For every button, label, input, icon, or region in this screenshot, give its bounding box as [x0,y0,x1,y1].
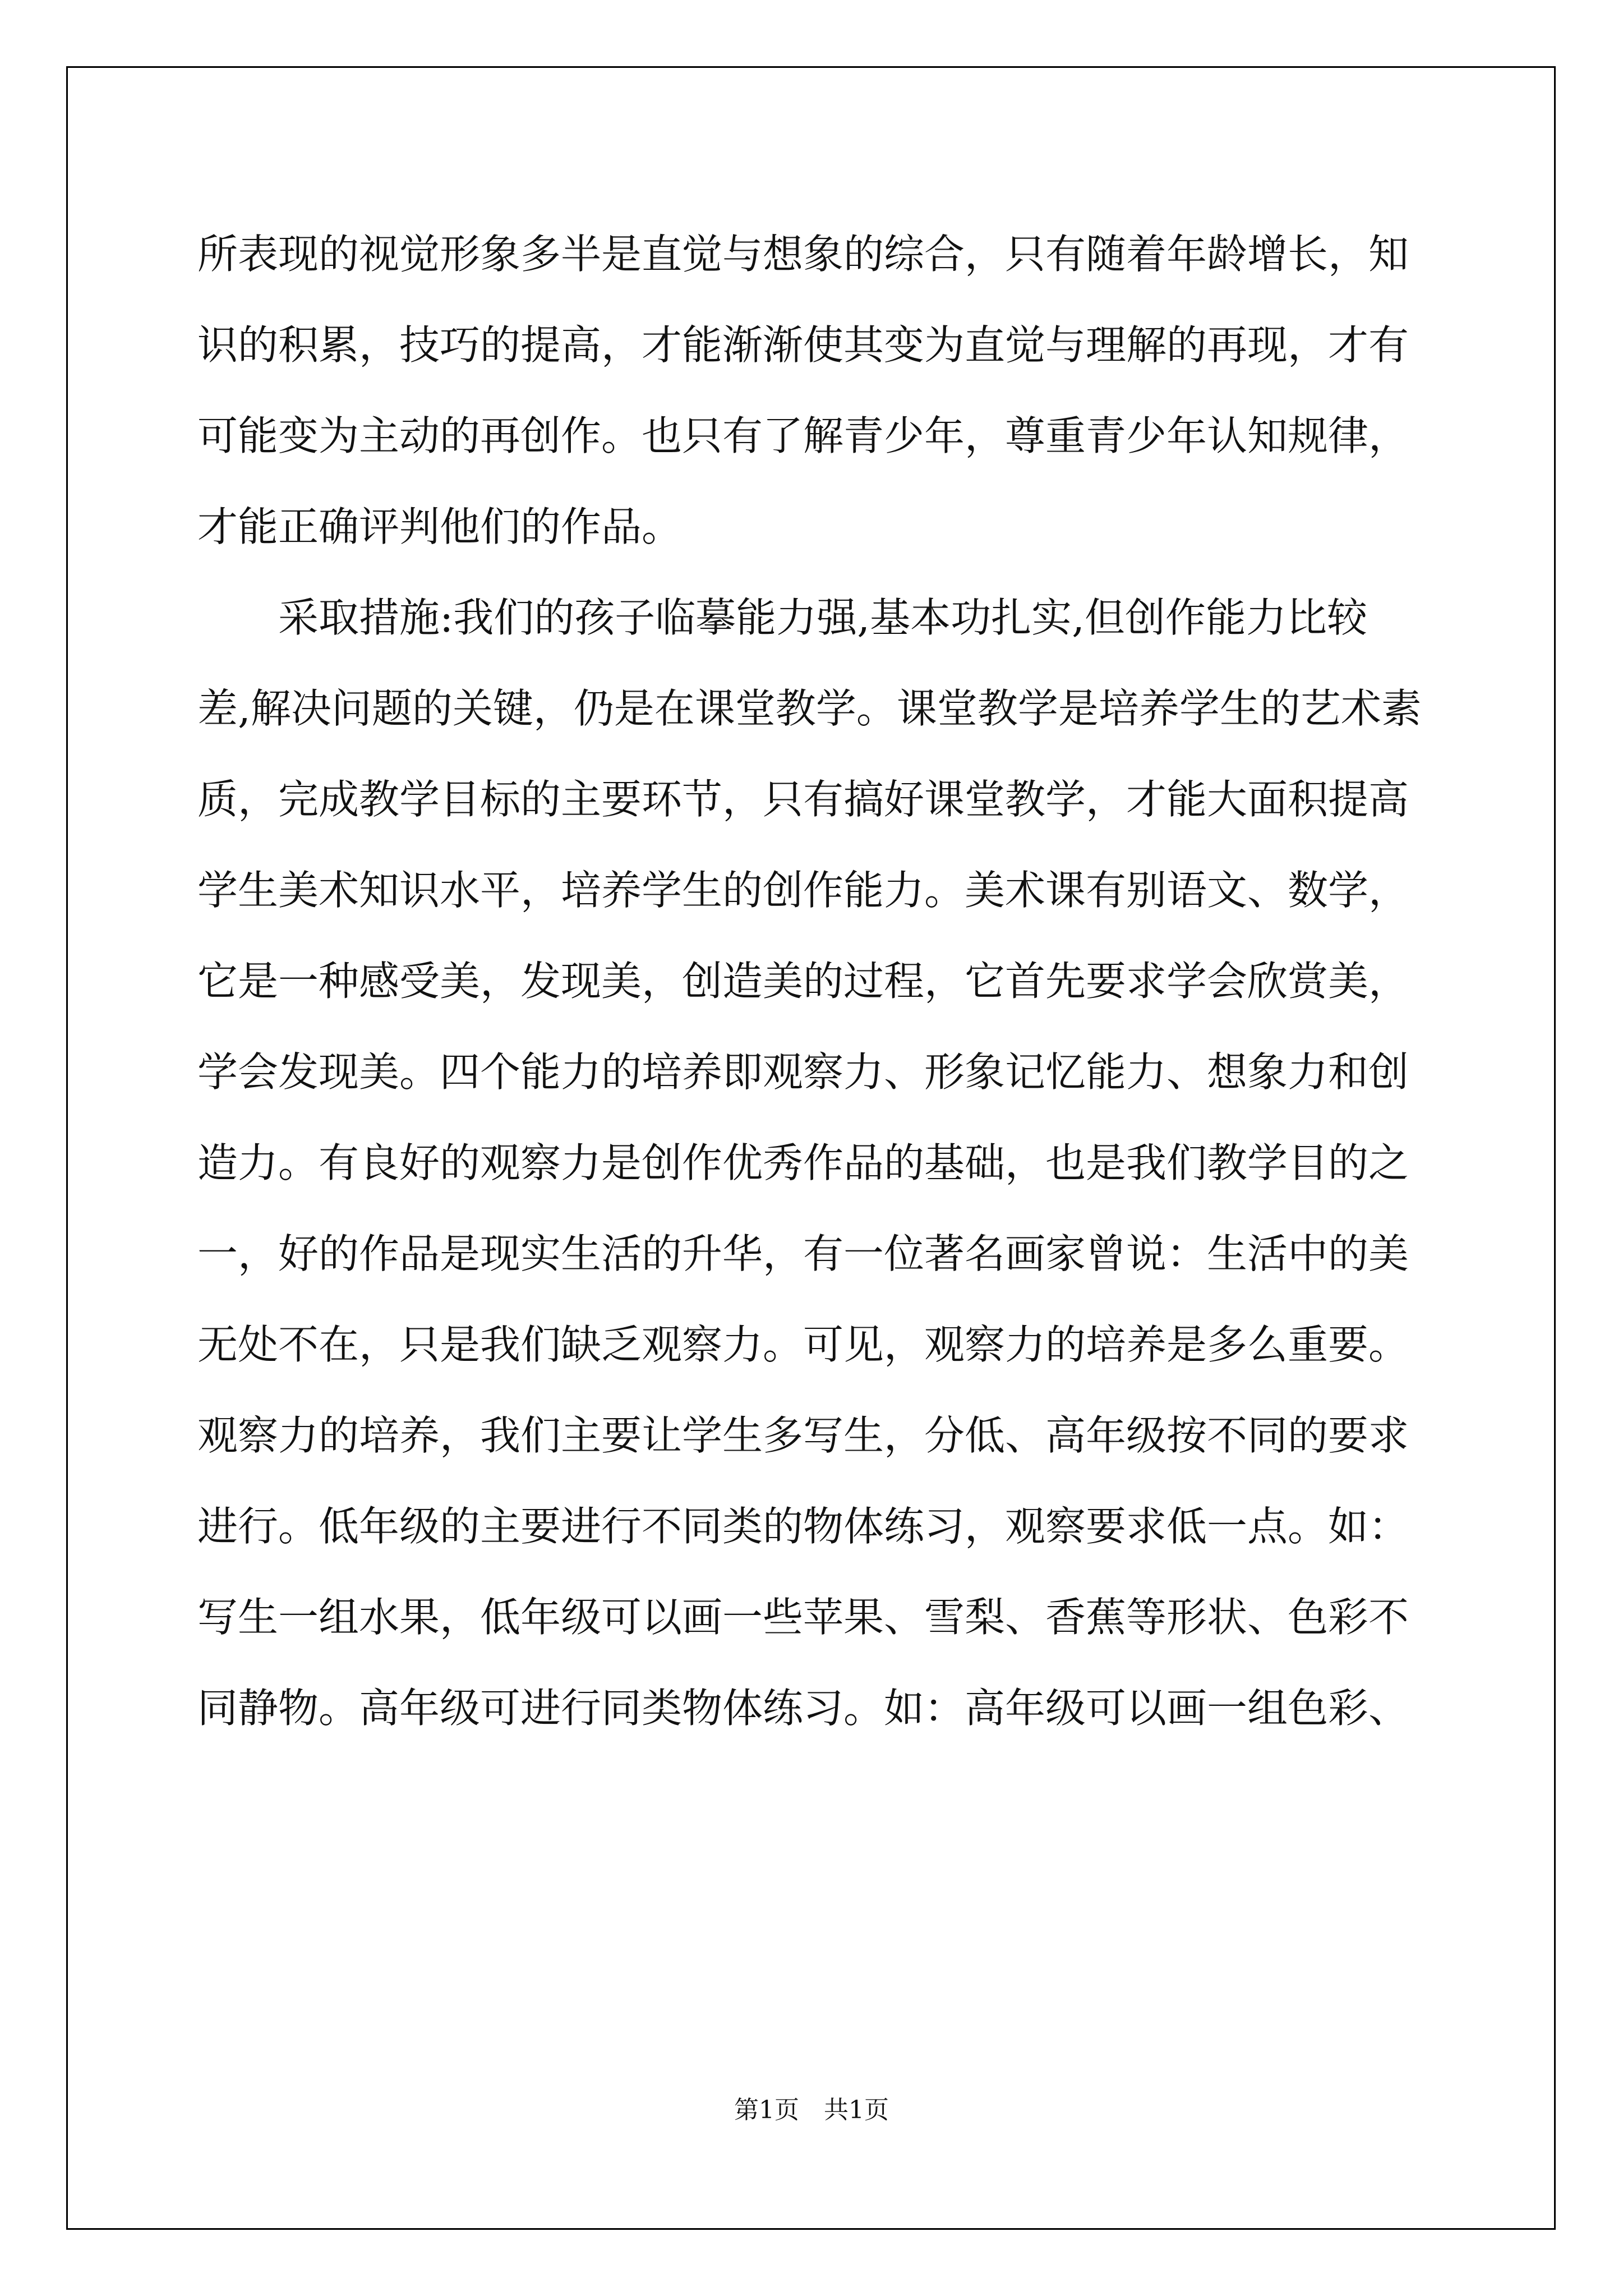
document-body [197,209,1431,1754]
text-line: 学会发现美。四个能力的培养即观察力、形象记忆能力、想象力和创 [197,1048,1409,1096]
text-line: 无处不在，只是我们缺乏观察力。可见，观察力的培养是多么重要。 [197,1321,1409,1368]
text-line: 同静物。高年级可进行同类物体练习。如：高年级可以画一组色彩、 [197,1685,1409,1732]
page-number: 第1页 [734,2096,799,2124]
text-line: 识的积累，技巧的提高，才能渐渐使其变为直觉与理解的再现，才有 [197,321,1409,369]
page-total: 共1页 [824,2096,889,2124]
text-line: 差,解决问题的关键，仍是在课堂教学。课堂教学是培养学生的艺术素 [197,685,1422,732]
text-line: 质，完成教学目标的主要环节，只有搞好课堂教学，才能大面积提高 [197,776,1409,823]
text-line: 才能正确评判他们的作品。 [197,503,683,550]
text-line: 学生美术知识水平，培养学生的创作能力。美术课有别语文、数学， [197,867,1409,914]
text-line: 可能变为主动的再创作。也只有了解青少年，尊重青少年认知规律， [197,412,1409,459]
text-line: 造力。有良好的观察力是创作优秀作品的基础，也是我们教学目的之 [197,1139,1409,1186]
text-line: 它是一种感受美，发现美，创造美的过程，它首先要求学会欣赏美， [197,958,1409,1005]
text-line: 所表现的视觉形象多半是直觉与想象的综合，只有随着年龄增长，知 [197,231,1409,278]
text-line: 观察力的培养，我们主要让学生多写生，分低、高年级按不同的要求 [197,1412,1409,1459]
page-footer [0,2090,1623,2125]
text-line: 一，好的作品是现实生活的升华，有一位著名画家曾说：生活中的美 [197,1230,1409,1277]
text-line: 写生一组水果，低年级可以画一些苹果、雪梨、香蕉等形状、色彩不 [197,1594,1409,1641]
text-line: 采取措施:我们的孩子临摹能力强,基本功扎实,但创作能力比较 [278,594,1368,641]
text-line: 进行。低年级的主要进行不同类的物体练习，观察要求低一点。如： [197,1503,1409,1550]
